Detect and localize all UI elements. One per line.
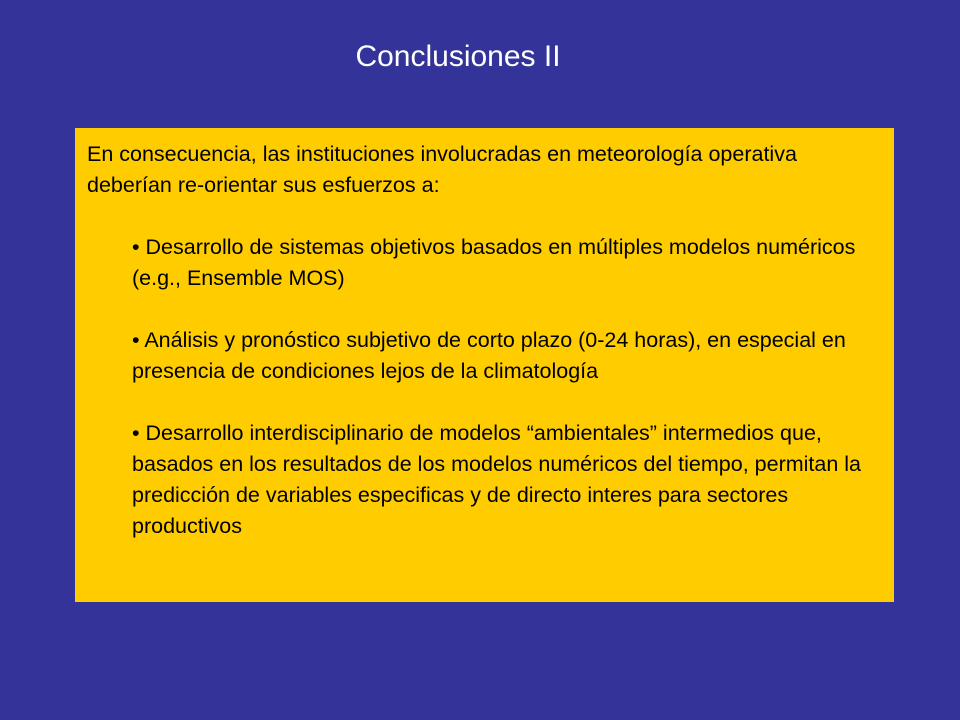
bullet-item-environmental-models: • Desarrollo interdisciplinario de modelos “ambientales” intermedios que, basados en los resultados de los modelos numéricos del tiempo, permitan la predicción de variables especificas y de directo interes para sectores productivos [132,421,862,538]
bullet-list [87,232,880,542]
bullet-item-subjective-forecast: • Análisis y pronóstico subjetivo de corto plazo (0-24 horas), en especial en presencia de condiciones lejos de la climatología [132,328,846,383]
intro-paragraph: En consecuencia, las instituciones involucradas en meteorología operativa deberían re-orientar sus esfuerzos a: [87,142,797,197]
bullet-item-ensemble-mos: • Desarrollo de sistemas objetivos basados en múltiples modelos numéricos (e.g., Ensemble MOS) [132,235,856,290]
conclusions-box [75,128,894,602]
slide-title: Conclusiones II [355,40,561,73]
